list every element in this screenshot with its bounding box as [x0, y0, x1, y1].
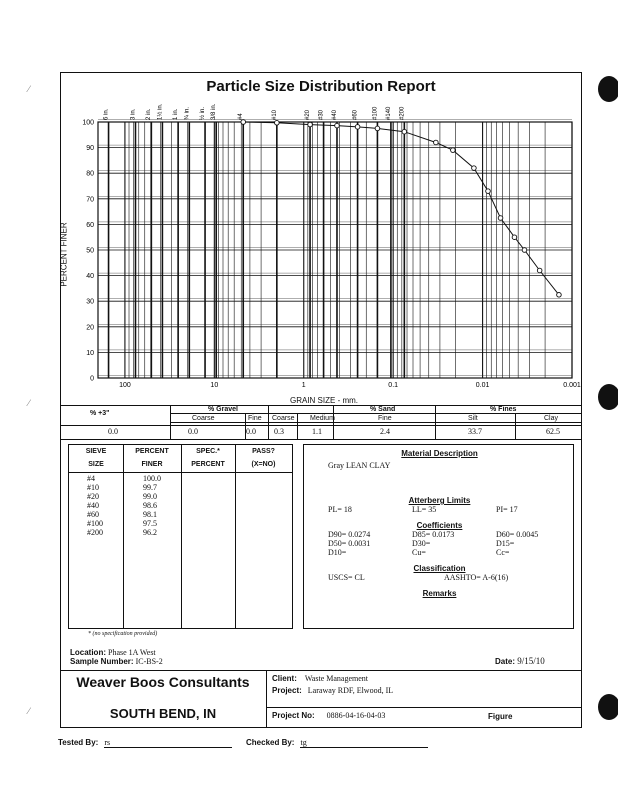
project-value: Laraway RDF, Elwood, IL	[307, 686, 394, 695]
binder-hole-middle	[598, 384, 618, 410]
d90-value: D90= 0.0274	[328, 530, 371, 539]
company-city: SOUTH BEND, IN	[109, 706, 217, 721]
atterberg-heading: Atterberg Limits	[408, 496, 471, 505]
value-plus3: 0.0	[108, 427, 118, 436]
sample-line	[70, 657, 163, 666]
figure-label: Figure	[488, 712, 513, 721]
date-label: Date:	[495, 657, 516, 666]
classification-heading: Classification	[413, 564, 466, 573]
data-point	[375, 126, 380, 131]
sieve-label: 1½ in.	[157, 103, 164, 121]
header-sieve: SIEVE	[85, 448, 107, 455]
sub-sand-fine: Fine	[378, 415, 392, 422]
tested-by-line	[58, 738, 232, 748]
cc-value: Cc=	[496, 548, 510, 557]
summary-table	[60, 405, 582, 439]
data-point	[402, 129, 407, 134]
sieve-label: ½ in.	[200, 106, 207, 120]
sieve-label: #100	[372, 106, 379, 120]
sieve-size: #100	[87, 519, 103, 528]
header-finer: FINER	[141, 461, 163, 468]
material-heading: Material Description	[401, 449, 478, 458]
header-size: SIZE	[88, 461, 104, 468]
plastic-limit: PL= 18	[328, 505, 352, 514]
margin-mark: ⁄	[28, 706, 30, 716]
percent-finer: 99.0	[143, 492, 157, 501]
sub-sand-coarse: Coarse	[272, 415, 295, 422]
data-point	[512, 235, 517, 240]
d60-value: D60= 0.0045	[496, 530, 539, 539]
sieve-size-column	[87, 474, 123, 537]
header-percent: PERCENT	[135, 448, 169, 455]
sub-silt: Silt	[468, 415, 478, 422]
value-sand-medium: 1.1	[312, 427, 322, 436]
material-box	[303, 444, 574, 629]
project-label: Project:	[272, 686, 302, 695]
plasticity-index: PI= 17	[496, 505, 518, 514]
sieve-table	[68, 444, 293, 629]
sieve-label: 3/8 in.	[211, 103, 218, 120]
y-tick-label: 50	[86, 247, 94, 255]
date-line	[495, 656, 545, 666]
sieve-label: ¾ in.	[184, 106, 191, 120]
location-line	[70, 648, 156, 657]
y-tick-label: 100	[82, 119, 94, 127]
d15-value: D15=	[496, 539, 515, 548]
percent-finer: 96.2	[143, 528, 157, 537]
y-tick-label: 90	[86, 145, 94, 153]
value-gravel-fine: 0.0	[246, 427, 256, 436]
d85-value: D85= 0.0173	[412, 530, 455, 539]
project-no-value: 0886-04-16-04-03	[326, 711, 386, 720]
sieve-label: 6 in.	[103, 108, 110, 120]
psd-chart	[60, 96, 582, 406]
checked-by-line	[246, 738, 428, 748]
sub-gravel-fine: Fine	[248, 415, 262, 422]
data-point	[308, 122, 313, 127]
d50-value: D50= 0.0031	[328, 539, 371, 548]
company-name: Weaver Boos Consultants	[76, 674, 250, 690]
spec-footnote: * (no specification provided)	[88, 631, 158, 637]
x-tick-label: 0.001	[563, 382, 581, 389]
x-tick-label: 1	[301, 382, 306, 389]
coefficients-heading: Coefficients	[416, 521, 463, 530]
sieve-size: #40	[87, 501, 99, 510]
header-spec-percent: PERCENT	[191, 461, 225, 468]
data-point	[472, 166, 477, 171]
data-point	[241, 120, 246, 125]
value-silt: 33.7	[468, 427, 482, 436]
data-point	[537, 268, 542, 273]
material-text: Gray LEAN CLAY	[328, 461, 391, 470]
sub-clay: Clay	[544, 415, 559, 422]
fines-header: % Fines	[490, 406, 517, 413]
d30-value: D30=	[412, 539, 431, 548]
value-clay: 62.5	[546, 427, 560, 436]
plus3-header: % +3"	[90, 410, 110, 417]
sieve-label: #60	[352, 109, 359, 120]
sieve-label: #4	[238, 113, 245, 120]
report-title: Particle Size Distribution Report	[206, 78, 436, 95]
sand-header: % Sand	[370, 406, 396, 413]
percent-finer-column	[143, 474, 179, 537]
remarks-heading: Remarks	[422, 589, 457, 598]
y-tick-label: 80	[86, 170, 94, 178]
percent-finer: 99.7	[143, 483, 157, 492]
liquid-limit: LL= 35	[412, 505, 437, 514]
percent-finer: 97.5	[143, 519, 157, 528]
value-sand-coarse: 0.3	[274, 427, 284, 436]
y-tick-label: 60	[86, 221, 94, 229]
sieve-size: #10	[87, 483, 99, 492]
x-tick-label: 100	[119, 382, 131, 389]
x-axis-label: GRAIN SIZE - mm.	[290, 396, 358, 405]
gravel-header: % Gravel	[208, 406, 238, 413]
d10-value: D10=	[328, 548, 347, 557]
sub-gravel-coarse: Coarse	[192, 415, 215, 422]
sieve-label: #140	[385, 106, 392, 120]
sieve-label: #30	[318, 109, 325, 120]
sieve-size: #20	[87, 492, 99, 501]
data-point	[335, 123, 340, 128]
data-point	[275, 120, 280, 125]
project-line	[272, 686, 393, 695]
sieve-label: 1 in.	[173, 108, 180, 120]
x-tick-label: 0.1	[388, 382, 399, 389]
sieve-label: #10	[271, 109, 278, 120]
header-spec: SPEC.*	[196, 448, 220, 455]
binder-hole-bottom	[598, 694, 618, 720]
sieve-size: #200	[87, 528, 103, 537]
value-gravel-coarse: 0.0	[188, 427, 198, 436]
y-tick-label: 0	[90, 375, 94, 383]
header-xno: (X=NO)	[251, 461, 276, 468]
data-point	[486, 189, 491, 194]
percent-finer: 100.0	[143, 474, 161, 483]
binder-hole-top	[598, 76, 618, 102]
data-point	[451, 148, 456, 153]
data-point	[522, 248, 527, 253]
y-tick-label: 10	[86, 349, 94, 357]
sieve-label: #200	[399, 106, 406, 120]
cu-value: Cu=	[412, 548, 426, 557]
x-tick-label: 0.01	[475, 382, 490, 389]
project-no-line	[272, 711, 385, 720]
tested-by-label: Tested By:	[58, 738, 99, 747]
data-point	[557, 293, 562, 298]
sample-label: Sample Number:	[70, 657, 134, 666]
date-value: 9/15/10	[517, 656, 545, 666]
tested-by-value: rs	[104, 738, 232, 748]
percent-finer: 98.1	[143, 510, 157, 519]
value-sand-fine: 2.4	[380, 427, 390, 436]
uscs-value: USCS= CL	[328, 573, 365, 582]
sieve-label: 2 in.	[146, 108, 153, 120]
checked-by-value: tg	[300, 738, 428, 748]
client-line	[272, 674, 368, 683]
data-point	[498, 216, 503, 221]
y-tick-label: 40	[86, 273, 94, 281]
margin-mark: ⁄	[28, 84, 30, 94]
location-label: Location:	[70, 648, 106, 657]
sieve-size: #60	[87, 510, 99, 519]
y-tick-label: 30	[86, 298, 94, 306]
data-point	[434, 140, 439, 145]
location-value: Phase 1A West	[108, 648, 156, 657]
sieve-label: 3 in.	[130, 108, 137, 120]
sub-sand-medium: Medium	[310, 415, 335, 422]
sample-value: IC-BS-2	[135, 657, 163, 666]
client-label: Client:	[272, 674, 297, 683]
client-value: Waste Management	[304, 674, 368, 683]
sieve-size: #4	[87, 474, 95, 483]
y-tick-label: 70	[86, 196, 94, 204]
y-tick-label: 20	[86, 324, 94, 332]
margin-mark: ⁄	[28, 398, 30, 408]
percent-finer: 98.6	[143, 501, 157, 510]
data-point	[355, 125, 360, 130]
sieve-label: #40	[331, 109, 338, 120]
checked-by-label: Checked By:	[246, 738, 295, 747]
x-tick-label: 10	[210, 382, 219, 389]
header-pass: PASS?	[252, 448, 275, 455]
y-axis-label: PERCENT FINER	[59, 222, 69, 287]
aashto-value: AASHTO= A-6(16)	[444, 573, 509, 582]
sieve-label: #20	[305, 109, 312, 120]
project-no-label: Project No:	[272, 711, 315, 720]
